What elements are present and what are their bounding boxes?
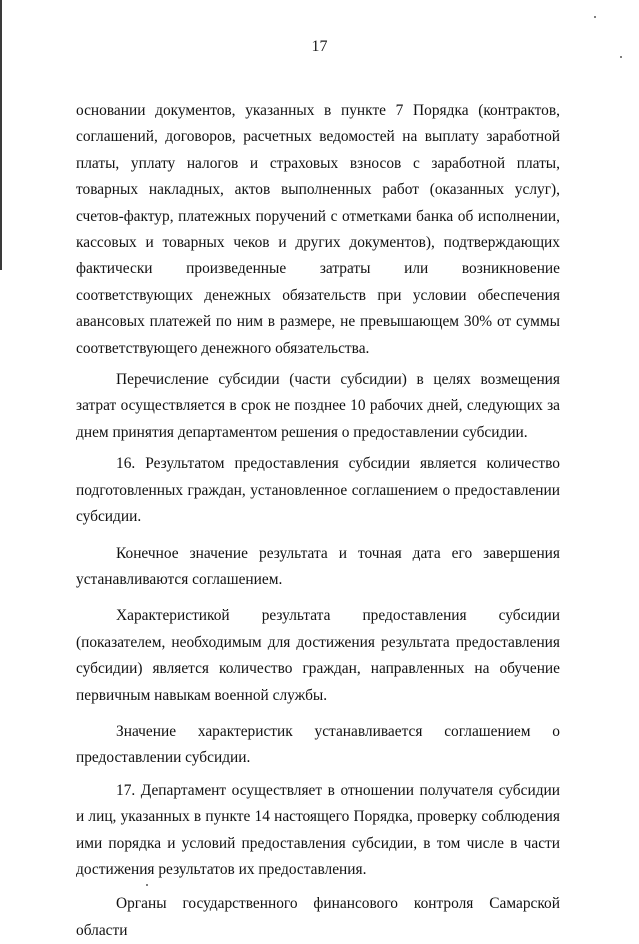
scan-speck <box>594 16 596 18</box>
paragraph-17: 17. Департамент осуществляет в отношении получателя субсидии и лиц, указанных в пункте 14 настоящего Порядка, проверку соблюдения ими порядка и условий предоставления субсидии, в том числе в части достижения результатов их предоставления. <box>76 781 560 878</box>
paragraph-final-value: Конечное значение результата и точная дата его завершения устанавливаются соглашением. <box>76 544 560 588</box>
scan-speck <box>620 56 622 58</box>
paragraph-value: Значение характеристик устанавливается соглашением о предоставлении субсидии. <box>76 722 560 767</box>
document-body <box>76 98 560 944</box>
paragraph-transfer: Перечисление субсидии (части субсидии) в целях возмещения затрат осуществляется в срок не позднее 10 рабочих дней, следующих за днем принятия департаментом решения о предоставлении субсидии. <box>76 371 560 441</box>
paragraph-16: 16. Результатом предоставления субсидии является количество подготовленных граждан, установленное соглашением о предоставлении субсидии. <box>76 455 560 526</box>
paragraph-characteristic: Характеристикой результата предоставления субсидии (показателем, необходимым для достижения результата предоставления субсидии) является количество граждан, направленных на обучение первичным навыкам военной службы. <box>76 607 560 704</box>
paragraph-continuation: основании документов, указанных в пункте 7 Порядка (контрактов, соглашений, договоров, расчетных ведомостей на выплату заработной платы, уплату налогов и страховых взносов с заработной платы, товарных накладных, актов выполненных работ (оказанных услуг), счетов-фактур, платежных поручений с отметками банка об исполнении, кассовых и товарных чеков и других документов), подтверждающих фактически произведенные затраты или возникновение соответствующих денежных обязательств при условии обеспечения авансовых платежей по ним в размере, не превышающем 30% от суммы соответствующего денежного обязательства. <box>76 102 560 357</box>
paragraph-control: Органы государственного финансового контроля Самарской области <box>76 895 560 939</box>
page-number: 17 <box>311 38 328 55</box>
